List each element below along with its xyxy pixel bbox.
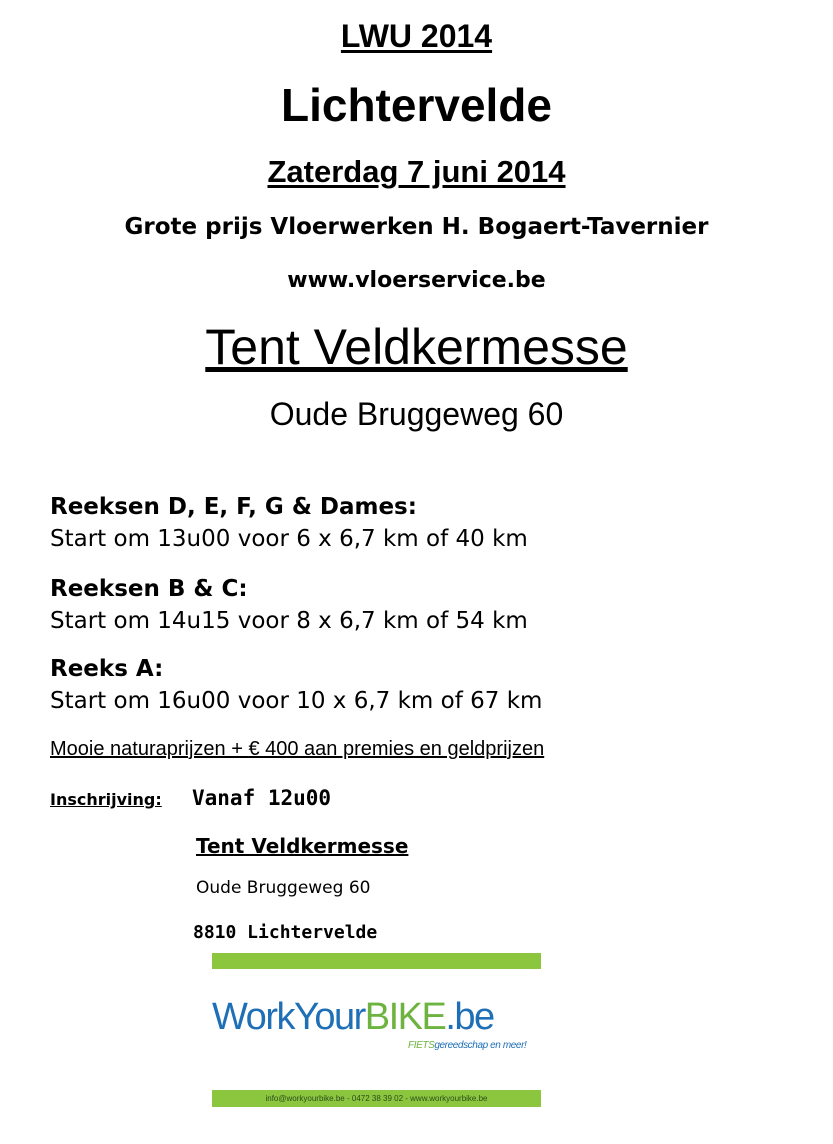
sponsor-logo xyxy=(212,996,552,1056)
registration-street: Oude Bruggeweg 60 xyxy=(196,878,371,898)
series-title: Reeksen D, E, F, G & Dames: xyxy=(50,494,417,520)
registration-label: Inschrijving: xyxy=(50,790,162,809)
series-title: Reeksen B & C: xyxy=(50,576,248,602)
event-city: Lichtervelde xyxy=(281,79,552,131)
website-link[interactable]: www.vloerservice.be xyxy=(287,268,546,293)
registration-city: 8810 Lichtervelde xyxy=(193,922,378,943)
series-start: Start om 16u00 voor 10 x 6,7 km of 67 km xyxy=(50,688,543,714)
prizes-note: Mooie naturaprijzen + € 400 aan premies en geldprijzen xyxy=(50,738,545,760)
registration-time: Vanaf 12u00 xyxy=(192,786,332,810)
tagline-fiets: FIETS xyxy=(408,1040,435,1051)
series-start: Start om 13u00 voor 6 x 6,7 km of 40 km xyxy=(50,526,528,552)
logo-part-be: .be xyxy=(445,996,494,1038)
sponsor-tagline xyxy=(408,1040,526,1051)
event-date: Zaterdag 7 juni 2014 xyxy=(267,154,566,189)
sponsor-logo-wordmark xyxy=(212,996,494,1039)
venue-heading: Tent Veldkermesse xyxy=(205,319,628,375)
tagline-rest: gereedschap en meer! xyxy=(434,1040,527,1051)
sponsor-contact: info@workyourbike.be - 0472 38 39 02 - www.workyourbike.be xyxy=(212,1090,541,1107)
series-start: Start om 14u15 voor 8 x 6,7 km of 54 km xyxy=(50,608,528,634)
sponsor-banner-top xyxy=(212,953,541,969)
event-title: LWU 2014 xyxy=(340,18,493,54)
prize-name: Grote prijs Vloerwerken H. Bogaert-Tavernier xyxy=(124,214,709,240)
series-title: Reeks A: xyxy=(50,656,164,682)
venue-address: Oude Bruggeweg 60 xyxy=(269,396,564,432)
logo-part-workyour: WorkYour xyxy=(212,996,365,1038)
registration-venue: Tent Veldkermesse xyxy=(196,834,409,858)
logo-part-bike: BIKE xyxy=(364,996,446,1038)
